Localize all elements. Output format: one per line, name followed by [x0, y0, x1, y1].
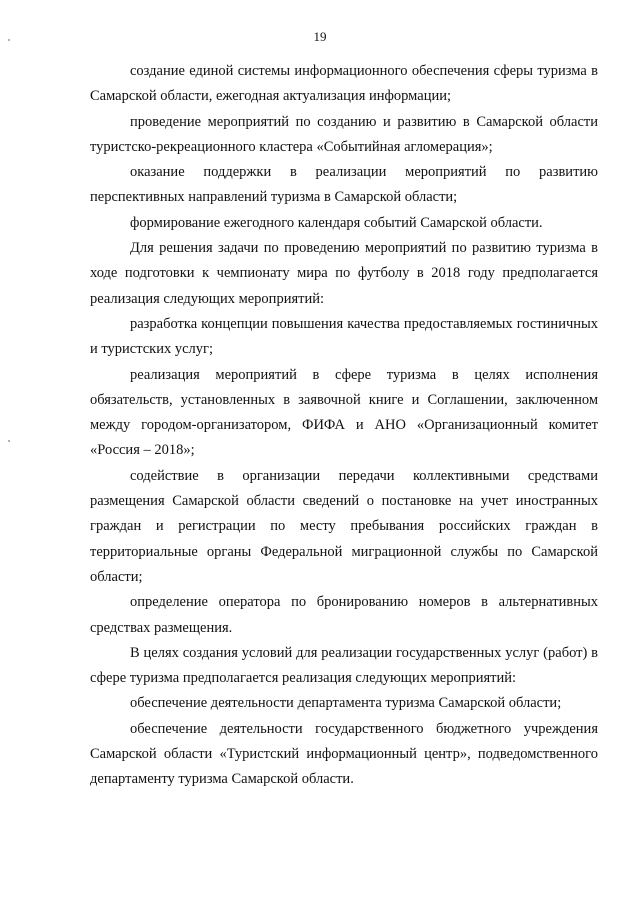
scan-speck	[8, 440, 10, 442]
paragraph-5: Для решения задачи по проведению мероприятий по развитию туризма в ходе подготовки к чемпионату мира по футболу в 2018 году предполагается реализация следующих мероприятий:	[90, 240, 598, 307]
paragraph-1: создание единой системы информационного обеспечения сферы туризма в Самарской области, ежегодная актуализация информации;	[90, 63, 598, 105]
paragraph-2: проведение мероприятий по созданию и развитию в Самарской области туристско-рекреационного кластера «Событийная агломерация»;	[90, 113, 598, 155]
paragraph-7: реализация мероприятий в сфере туризма в целях исполнения обязательств, установленных в заявочной книге и Соглашении, заключенном между городом-организатором, ФИФА и АНО «Организационный комитет «Россия – 2018»;	[90, 366, 598, 459]
paragraph-10: В целях создания условий для реализации государственных услуг (работ) в сфере туризма предполагается реализация следующих мероприятий:	[90, 644, 598, 687]
paragraph-12: обеспечение деятельности государственного бюджетного учреждения Самарской области «Туристский информационный центр», подведомственного департаменту туризма Самарской области.	[90, 720, 598, 788]
paragraph-3: оказание поддержки в реализации мероприятий по развитию перспективных направлений туризма в Самарской области;	[90, 164, 598, 206]
document-body	[90, 59, 598, 793]
paragraph-8: содействие в организации передачи коллективными средствами размещения Самарской области сведений о постановке на учет иностранных граждан и регистрации по месту пребывания российских граждан в территориальные органы Федеральной миграционной службы по Самарской области;	[90, 467, 598, 585]
paragraph-6: разработка концепции повышения качества предоставляемых гостиничных и туристских услуг;	[90, 315, 598, 358]
page-number: 19	[313, 29, 327, 44]
paragraph-4: формирование ежегодного календаря событий Самарской области.	[130, 214, 543, 231]
paragraph-11: обеспечение деятельности департамента туризма Самарской области;	[130, 695, 562, 712]
paragraph-9: определение оператора по бронированию номеров в альтернативных средствах размещения.	[90, 594, 598, 636]
scan-speck	[8, 39, 10, 41]
